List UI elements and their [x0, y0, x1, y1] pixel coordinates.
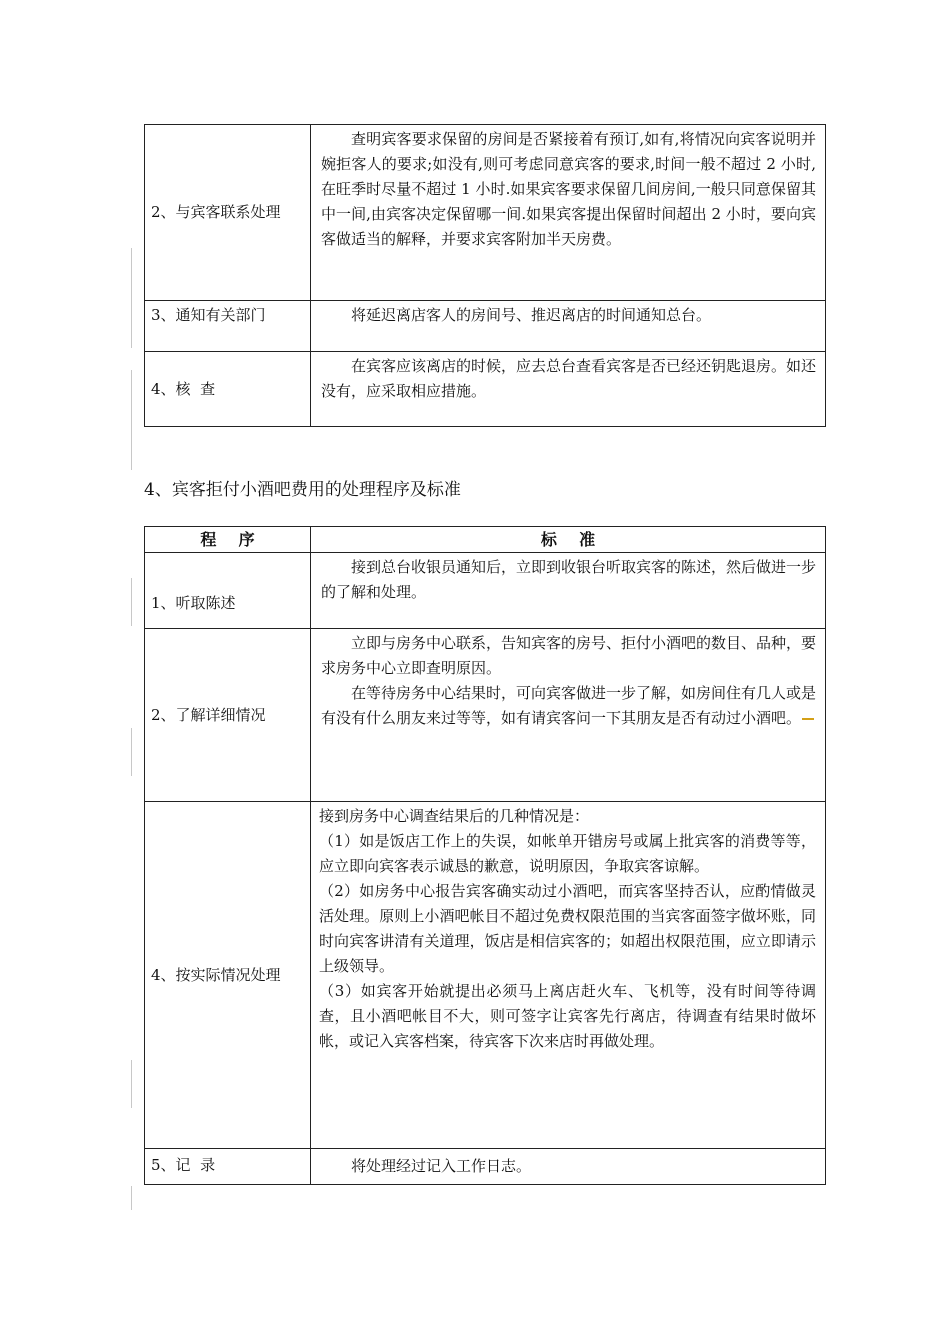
standard-text: 将延迟离店客人的房间号、推迟离店的时间通知总台。	[351, 306, 712, 324]
paragraph-mark-icon	[802, 718, 814, 720]
standard-cell	[311, 553, 826, 629]
margin-mark	[131, 1186, 132, 1210]
table-row	[145, 352, 826, 427]
standard-text: 接到总台收银员通知后，立即到收银台听取宾客的陈述，然后做进一步的了解和处理。	[321, 558, 817, 601]
column-header-standard: 标 准	[311, 527, 826, 553]
standard-text-span: 在等待房务中心结果时，可向宾客做进一步了解，如房间住有几人或是有没有什么朋友来过等等，如有请宾客问一下其朋友是否有动过小酒吧。	[321, 684, 817, 727]
procedure-table-continued	[144, 124, 826, 427]
standard-text: 接到房务中心调查结果后的几种情况是：	[319, 807, 590, 825]
standard-text: 将处理经过记入工作日志。	[351, 1157, 532, 1175]
standard-cell	[311, 125, 826, 301]
table-row	[145, 629, 826, 802]
standard-text	[321, 681, 816, 731]
standard-cell	[311, 802, 826, 1149]
standard-text: 在宾客应该离店的时候，应去总台查看宾客是否已经还钥匙退房。如还没有，应采取相应措施。	[321, 357, 817, 400]
table-row	[145, 1149, 826, 1185]
standard-text: （2）如房务中心报告宾客确实动过小酒吧，而宾客坚持否认，应酌情做灵活处理。原则上小酒吧帐目不超过免费权限范围的当宾客面签字做坏账，同时向宾客讲清有关道理，饭店是相信宾客的；如超出权限范围，应立即请示上级领导。	[319, 882, 816, 975]
margin-mark	[131, 370, 132, 470]
table-row	[145, 802, 826, 1149]
standard-text: 查明宾客要求保留的房间是否紧接着有预订,如有,将情况向宾客说明并婉拒客人的要求;如没有,则可考虑同意宾客的要求,时间一般不超过 2 小时,在旺季时尽量不超过 1 小时.如果宾客要求保留几间房间,一般只同意保留其中一间,由宾客决定保留哪一间.如果宾客提出保留时间超出 2 小时，要向宾客做适当的解释，并要求宾客附加半天房费。	[321, 130, 816, 248]
margin-mark	[131, 1060, 132, 1108]
step-cell: 2、与宾客联系处理	[145, 125, 311, 301]
table-row	[145, 553, 826, 629]
standard-cell	[311, 629, 826, 802]
step-cell: 3、通知有关部门	[145, 301, 311, 352]
section-title: 4、宾客拒付小酒吧费用的处理程序及标准	[144, 480, 461, 500]
step-cell: 5、记 录	[145, 1149, 311, 1185]
procedure-table	[144, 526, 826, 1185]
step-cell: 2、了解详细情况	[145, 629, 311, 802]
standard-text: （1）如是饭店工作上的失误，如帐单开错房号或属上批宾客的消费等等，应立即向宾客表示诚恳的歉意，说明原因，争取宾客谅解。	[319, 832, 816, 875]
table-row	[145, 125, 826, 301]
margin-mark	[131, 728, 132, 776]
standard-cell	[311, 1149, 826, 1185]
standard-text: 立即与房务中心联系，告知宾客的房号、拒付小酒吧的数目、品种，要求房务中心立即查明原因。	[321, 634, 817, 677]
margin-mark	[131, 578, 132, 626]
step-cell: 1、听取陈述	[145, 553, 311, 629]
table-row	[145, 301, 826, 352]
table-header-row	[145, 527, 826, 553]
standard-cell	[311, 352, 826, 427]
column-header-procedure: 程 序	[145, 527, 311, 553]
standard-cell	[311, 301, 826, 352]
standard-text: （3）如宾客开始就提出必须马上离店赶火车、飞机等，没有时间等待调查，且小酒吧帐目不大，则可签字让宾客先行离店，待调查有结果时做坏帐，或记入宾客档案，待宾客下次来店时再做处理。	[319, 982, 816, 1050]
margin-mark	[131, 248, 132, 348]
step-cell: 4、核 查	[145, 352, 311, 427]
step-cell: 4、按实际情况处理	[145, 802, 311, 1149]
